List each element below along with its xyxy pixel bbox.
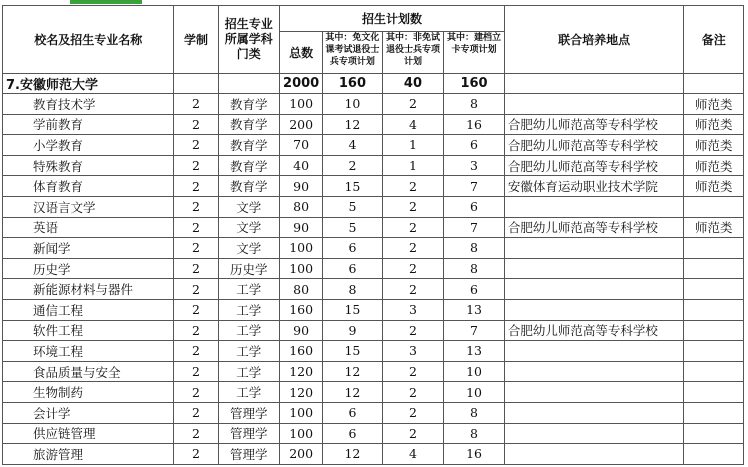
- major-cell: 小学教育: [3, 135, 174, 156]
- total-cell: 40: [280, 155, 323, 176]
- school-discipline: [218, 74, 280, 94]
- sub1-cell: 6: [323, 258, 383, 279]
- major-cell: 环境工程: [3, 341, 174, 362]
- header-sub2: 其中：非免试退役士兵专项计划: [382, 32, 444, 74]
- sub1-cell: 6: [323, 238, 383, 259]
- location-cell: [504, 94, 684, 115]
- sub2-cell: 2: [382, 196, 444, 217]
- remark-cell: 师范类: [684, 176, 744, 197]
- location-cell: 安徽体育运动职业技术学院: [504, 176, 684, 197]
- header-sub1: 其中：免文化课考试退役士兵专项计划: [323, 32, 383, 74]
- total-cell: 80: [280, 279, 323, 300]
- total-cell: 160: [280, 341, 323, 362]
- sub1-cell: 12: [323, 444, 383, 465]
- table-row: [3, 423, 744, 444]
- location-cell: [504, 382, 684, 403]
- table-row: [3, 299, 744, 320]
- school-remark: [684, 74, 744, 94]
- header-location: 联合培养地点: [504, 6, 684, 74]
- duration-cell: 2: [174, 320, 218, 341]
- sub3-cell: 3: [444, 155, 505, 176]
- school-row: [3, 74, 744, 94]
- remark-cell: [684, 382, 744, 403]
- sub2-cell: 1: [382, 155, 444, 176]
- sub1-cell: 2: [323, 155, 383, 176]
- major-cell: 供应链管理: [3, 423, 174, 444]
- sub2-cell: 2: [382, 238, 444, 259]
- total-cell: 160: [280, 299, 323, 320]
- remark-cell: [684, 341, 744, 362]
- discipline-cell: 教育学: [218, 114, 280, 135]
- discipline-cell: 管理学: [218, 423, 280, 444]
- discipline-cell: 工学: [218, 382, 280, 403]
- sub2-cell: 3: [382, 341, 444, 362]
- discipline-cell: 工学: [218, 279, 280, 300]
- major-cell: 英语: [3, 217, 174, 238]
- header-discipline: 招生专业所属学科门类: [218, 6, 280, 74]
- discipline-cell: 文学: [218, 196, 280, 217]
- school-duration: [174, 74, 218, 94]
- duration-cell: 2: [174, 258, 218, 279]
- table-row: [3, 382, 744, 403]
- table-body: [3, 74, 744, 465]
- location-cell: [504, 402, 684, 423]
- duration-cell: 2: [174, 238, 218, 259]
- sub1-cell: 6: [323, 423, 383, 444]
- table-row: [3, 94, 744, 115]
- sub1-cell: 9: [323, 320, 383, 341]
- table-row: [3, 238, 744, 259]
- header-duration: 学制: [174, 6, 218, 74]
- duration-cell: 2: [174, 299, 218, 320]
- table-row: [3, 341, 744, 362]
- header-remark: 备注: [684, 6, 744, 74]
- sub3-cell: 10: [444, 361, 505, 382]
- sub1-cell: 5: [323, 217, 383, 238]
- sub1-cell: 12: [323, 114, 383, 135]
- sub3-cell: 8: [444, 94, 505, 115]
- major-cell: 软件工程: [3, 320, 174, 341]
- header-total: 总数: [280, 32, 323, 74]
- header-plan-group: 招生计划数: [280, 6, 505, 32]
- remark-cell: [684, 299, 744, 320]
- duration-cell: 2: [174, 341, 218, 362]
- header-school-major: 校名及招生专业名称: [3, 6, 174, 74]
- duration-cell: 2: [174, 444, 218, 465]
- remark-cell: [684, 361, 744, 382]
- total-cell: 100: [280, 423, 323, 444]
- major-cell: 特殊教育: [3, 155, 174, 176]
- total-cell: 120: [280, 382, 323, 403]
- discipline-cell: 文学: [218, 217, 280, 238]
- discipline-cell: 文学: [218, 238, 280, 259]
- discipline-cell: 教育学: [218, 155, 280, 176]
- duration-cell: 2: [174, 114, 218, 135]
- location-cell: [504, 341, 684, 362]
- duration-cell: 2: [174, 382, 218, 403]
- sub3-cell: 8: [444, 423, 505, 444]
- major-cell: 通信工程: [3, 299, 174, 320]
- remark-cell: [684, 423, 744, 444]
- sub3-cell: 8: [444, 258, 505, 279]
- remark-cell: [684, 238, 744, 259]
- school-name: 7.安徽师范大学: [3, 74, 174, 94]
- sub2-cell: 2: [382, 217, 444, 238]
- duration-cell: 2: [174, 217, 218, 238]
- table-row: [3, 279, 744, 300]
- duration-cell: 2: [174, 196, 218, 217]
- duration-cell: 2: [174, 94, 218, 115]
- sub1-cell: 10: [323, 94, 383, 115]
- remark-cell: [684, 258, 744, 279]
- table-row: [3, 176, 744, 197]
- school-sub1: 160: [323, 74, 383, 94]
- school-sub3: 160: [444, 74, 505, 94]
- location-cell: [504, 238, 684, 259]
- table-row: [3, 402, 744, 423]
- sub2-cell: 2: [382, 382, 444, 403]
- total-cell: 100: [280, 258, 323, 279]
- major-cell: 生物制药: [3, 382, 174, 403]
- table-row: [3, 217, 744, 238]
- enrollment-plan-table: [2, 5, 744, 465]
- table-row: [3, 320, 744, 341]
- total-cell: 100: [280, 402, 323, 423]
- remark-cell: 师范类: [684, 155, 744, 176]
- total-cell: 80: [280, 196, 323, 217]
- major-cell: 新能源材料与器件: [3, 279, 174, 300]
- sub3-cell: 16: [444, 114, 505, 135]
- remark-cell: [684, 320, 744, 341]
- discipline-cell: 教育学: [218, 135, 280, 156]
- sub1-cell: 4: [323, 135, 383, 156]
- table-row: [3, 196, 744, 217]
- sub2-cell: 2: [382, 279, 444, 300]
- total-cell: 90: [280, 320, 323, 341]
- sub3-cell: 7: [444, 217, 505, 238]
- remark-cell: 师范类: [684, 217, 744, 238]
- sub1-cell: 12: [323, 382, 383, 403]
- top-accent-bar: [70, 0, 142, 4]
- location-cell: [504, 423, 684, 444]
- total-cell: 100: [280, 238, 323, 259]
- sub2-cell: 1: [382, 135, 444, 156]
- major-cell: 历史学: [3, 258, 174, 279]
- sub2-cell: 4: [382, 114, 444, 135]
- sub2-cell: 4: [382, 444, 444, 465]
- total-cell: 200: [280, 114, 323, 135]
- remark-cell: [684, 402, 744, 423]
- total-cell: 120: [280, 361, 323, 382]
- duration-cell: 2: [174, 361, 218, 382]
- discipline-cell: 管理学: [218, 402, 280, 423]
- major-cell: 教育技术学: [3, 94, 174, 115]
- table-row: [3, 155, 744, 176]
- sub3-cell: 13: [444, 299, 505, 320]
- discipline-cell: 管理学: [218, 444, 280, 465]
- discipline-cell: 历史学: [218, 258, 280, 279]
- sub3-cell: 13: [444, 341, 505, 362]
- total-cell: 90: [280, 217, 323, 238]
- remark-cell: [684, 444, 744, 465]
- school-total: 2000: [280, 74, 323, 94]
- sub3-cell: 16: [444, 444, 505, 465]
- sub3-cell: 7: [444, 320, 505, 341]
- sub3-cell: 7: [444, 176, 505, 197]
- table-header: [3, 6, 744, 74]
- table-row: [3, 361, 744, 382]
- location-cell: 合肥幼儿师范高等专科学校: [504, 135, 684, 156]
- location-cell: [504, 444, 684, 465]
- sub3-cell: 6: [444, 279, 505, 300]
- major-cell: 汉语言文学: [3, 196, 174, 217]
- major-cell: 体育教育: [3, 176, 174, 197]
- duration-cell: 2: [174, 402, 218, 423]
- remark-cell: 师范类: [684, 135, 744, 156]
- sub1-cell: 8: [323, 279, 383, 300]
- location-cell: [504, 299, 684, 320]
- school-location: [504, 74, 684, 94]
- sub2-cell: 2: [382, 94, 444, 115]
- major-cell: 新闻学: [3, 238, 174, 259]
- sub2-cell: 2: [382, 258, 444, 279]
- location-cell: [504, 196, 684, 217]
- discipline-cell: 工学: [218, 320, 280, 341]
- total-cell: 90: [280, 176, 323, 197]
- discipline-cell: 工学: [218, 299, 280, 320]
- sub1-cell: 6: [323, 402, 383, 423]
- sub1-cell: 5: [323, 196, 383, 217]
- duration-cell: 2: [174, 155, 218, 176]
- school-sub2: 40: [382, 74, 444, 94]
- table-row: [3, 114, 744, 135]
- sub1-cell: 12: [323, 361, 383, 382]
- duration-cell: 2: [174, 176, 218, 197]
- location-cell: 合肥幼儿师范高等专科学校: [504, 155, 684, 176]
- total-cell: 70: [280, 135, 323, 156]
- sub2-cell: 2: [382, 176, 444, 197]
- location-cell: [504, 361, 684, 382]
- total-cell: 200: [280, 444, 323, 465]
- duration-cell: 2: [174, 423, 218, 444]
- major-cell: 旅游管理: [3, 444, 174, 465]
- table-row: [3, 135, 744, 156]
- location-cell: [504, 279, 684, 300]
- header-sub3: 其中：建档立卡专项计划: [444, 32, 505, 74]
- discipline-cell: 工学: [218, 341, 280, 362]
- remark-cell: 师范类: [684, 114, 744, 135]
- location-cell: 合肥幼儿师范高等专科学校: [504, 217, 684, 238]
- sub1-cell: 15: [323, 341, 383, 362]
- table-row: [3, 258, 744, 279]
- location-cell: 合肥幼儿师范高等专科学校: [504, 114, 684, 135]
- sub3-cell: 10: [444, 382, 505, 403]
- remark-cell: [684, 279, 744, 300]
- total-cell: 100: [280, 94, 323, 115]
- table-row: [3, 444, 744, 465]
- major-cell: 食品质量与安全: [3, 361, 174, 382]
- discipline-cell: 工学: [218, 361, 280, 382]
- discipline-cell: 教育学: [218, 94, 280, 115]
- duration-cell: 2: [174, 279, 218, 300]
- location-cell: [504, 258, 684, 279]
- sub3-cell: 8: [444, 402, 505, 423]
- major-cell: 学前教育: [3, 114, 174, 135]
- sub2-cell: 3: [382, 299, 444, 320]
- sub2-cell: 2: [382, 423, 444, 444]
- sub2-cell: 2: [382, 320, 444, 341]
- remark-cell: 师范类: [684, 94, 744, 115]
- location-cell: 合肥幼儿师范高等专科学校: [504, 320, 684, 341]
- sub3-cell: 6: [444, 135, 505, 156]
- sub2-cell: 2: [382, 402, 444, 423]
- sub2-cell: 2: [382, 361, 444, 382]
- discipline-cell: 教育学: [218, 176, 280, 197]
- sub1-cell: 15: [323, 176, 383, 197]
- duration-cell: 2: [174, 135, 218, 156]
- remark-cell: [684, 196, 744, 217]
- sub1-cell: 15: [323, 299, 383, 320]
- major-cell: 会计学: [3, 402, 174, 423]
- sub3-cell: 8: [444, 238, 505, 259]
- sub3-cell: 6: [444, 196, 505, 217]
